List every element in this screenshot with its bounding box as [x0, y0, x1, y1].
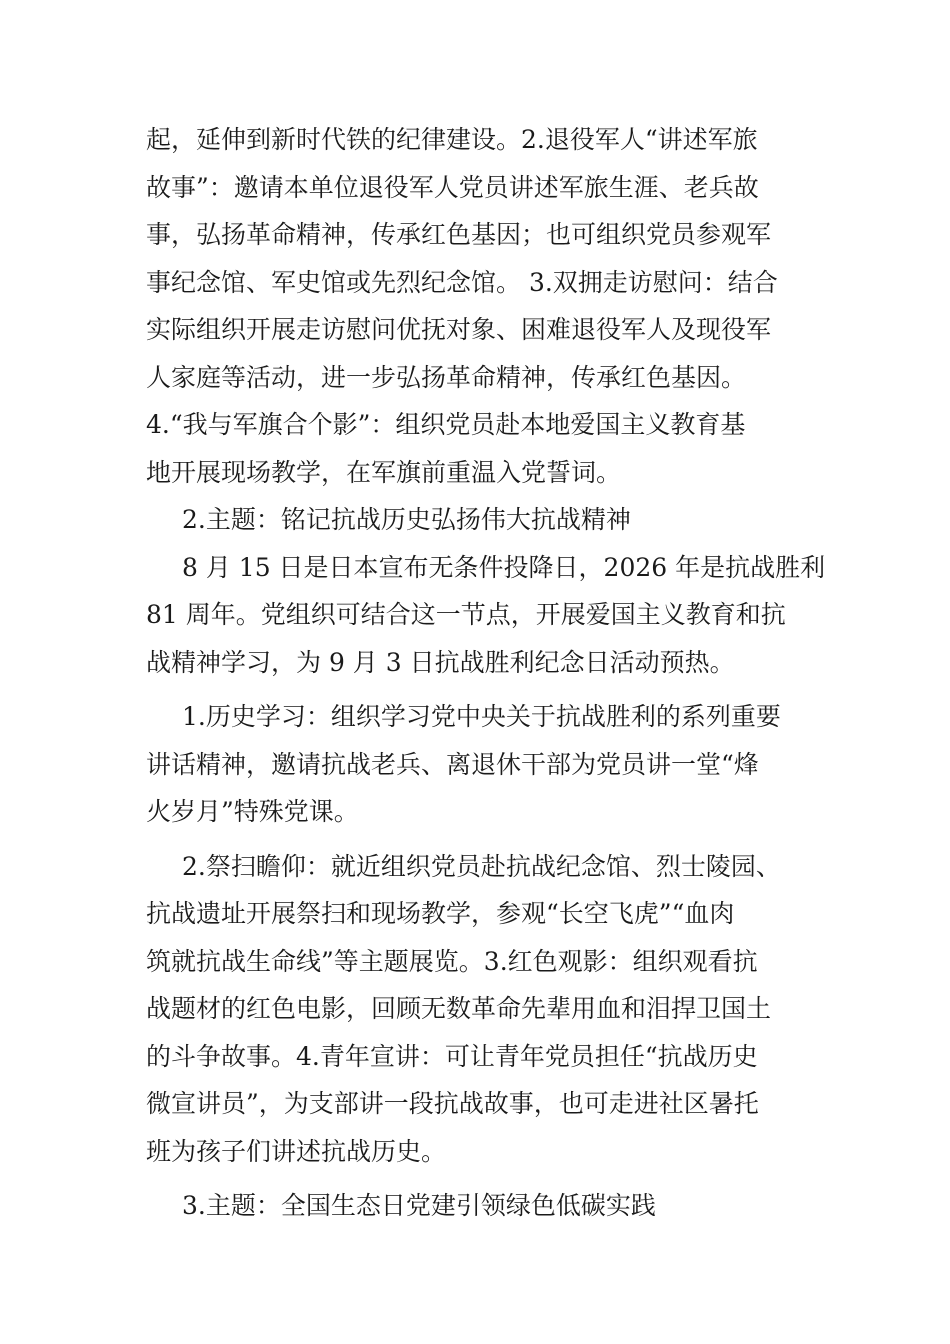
- body-line-18: 筑就抗战生命线”等主题展览。3.红色观影：组织观看抗: [146, 946, 758, 976]
- body-line-16: 2.祭扫瞻仰：就近组织党员赴抗战纪念馆、烈士陵园、: [182, 851, 781, 881]
- body-line-17: 抗战遗址开展祭扫和现场教学，参观“长空飞虎”“血肉: [146, 899, 735, 928]
- body-line-2: 故事”：邀请本单位退役军人党员讲述军旅生涯、老兵故: [146, 172, 759, 202]
- body-line-10: 8 月 15 日是日本宣布无条件投降日，2026 年是抗战胜利: [182, 552, 826, 582]
- section-heading-2: 2.主题：铭记抗战历史弘扬伟大抗战精神: [182, 505, 631, 534]
- body-line-5: 实际组织开展走访慰问优抚对象、困难退役军人及现役军: [146, 315, 772, 344]
- body-line-19: 战题材的红色电影，回顾无数革命先辈用血和泪捍卫国土: [146, 994, 772, 1023]
- body-line-14: 讲话精神，邀请抗战老兵、离退休干部为党员讲一堂“烽: [146, 749, 759, 779]
- body-line-8: 地开展现场教学，在军旗前重温入党誓词。: [146, 457, 622, 487]
- body-line-15: 火岁月”特殊党课。: [146, 797, 359, 826]
- document-body: [146, 116, 826, 1230]
- section-heading-3: 3.主题：全国生态日党建引领绿色低碳实践: [182, 1191, 656, 1220]
- body-line-3: 事，弘扬革命精神，传承红色基因；也可组织党员参观军: [146, 220, 772, 249]
- body-line-6: 人家庭等活动，进一步弘扬革命精神，传承红色基因。: [146, 362, 747, 392]
- body-line-12: 战精神学习，为 9 月 3 日抗战胜利纪念日活动预热。: [146, 647, 735, 677]
- body-line-22: 班为孩子们讲述抗战历史。: [146, 1136, 447, 1166]
- body-line-11: 81 周年。党组织可结合这一节点，开展爱国主义教育和抗: [146, 600, 786, 629]
- body-line-13: 1.历史学习：组织学习党中央关于抗战胜利的系列重要: [182, 702, 781, 731]
- body-line-1: 起，延伸到新时代铁的纪律建设。2.退役军人“讲述军旅: [146, 125, 758, 154]
- body-line-7: 4.“我与军旗合个影”：组织党员赴本地爱国主义教育基: [146, 410, 746, 439]
- body-line-21: 微宣讲员”，为支部讲一段抗战故事，也可走进社区暑托: [146, 1089, 759, 1118]
- body-line-20: 的斗争故事。4.青年宣讲：可让青年党员担任“抗战历史: [146, 1041, 758, 1071]
- body-line-4: 事纪念馆、军史馆或先烈纪念馆。 3.双拥走访慰问：结合: [146, 267, 778, 297]
